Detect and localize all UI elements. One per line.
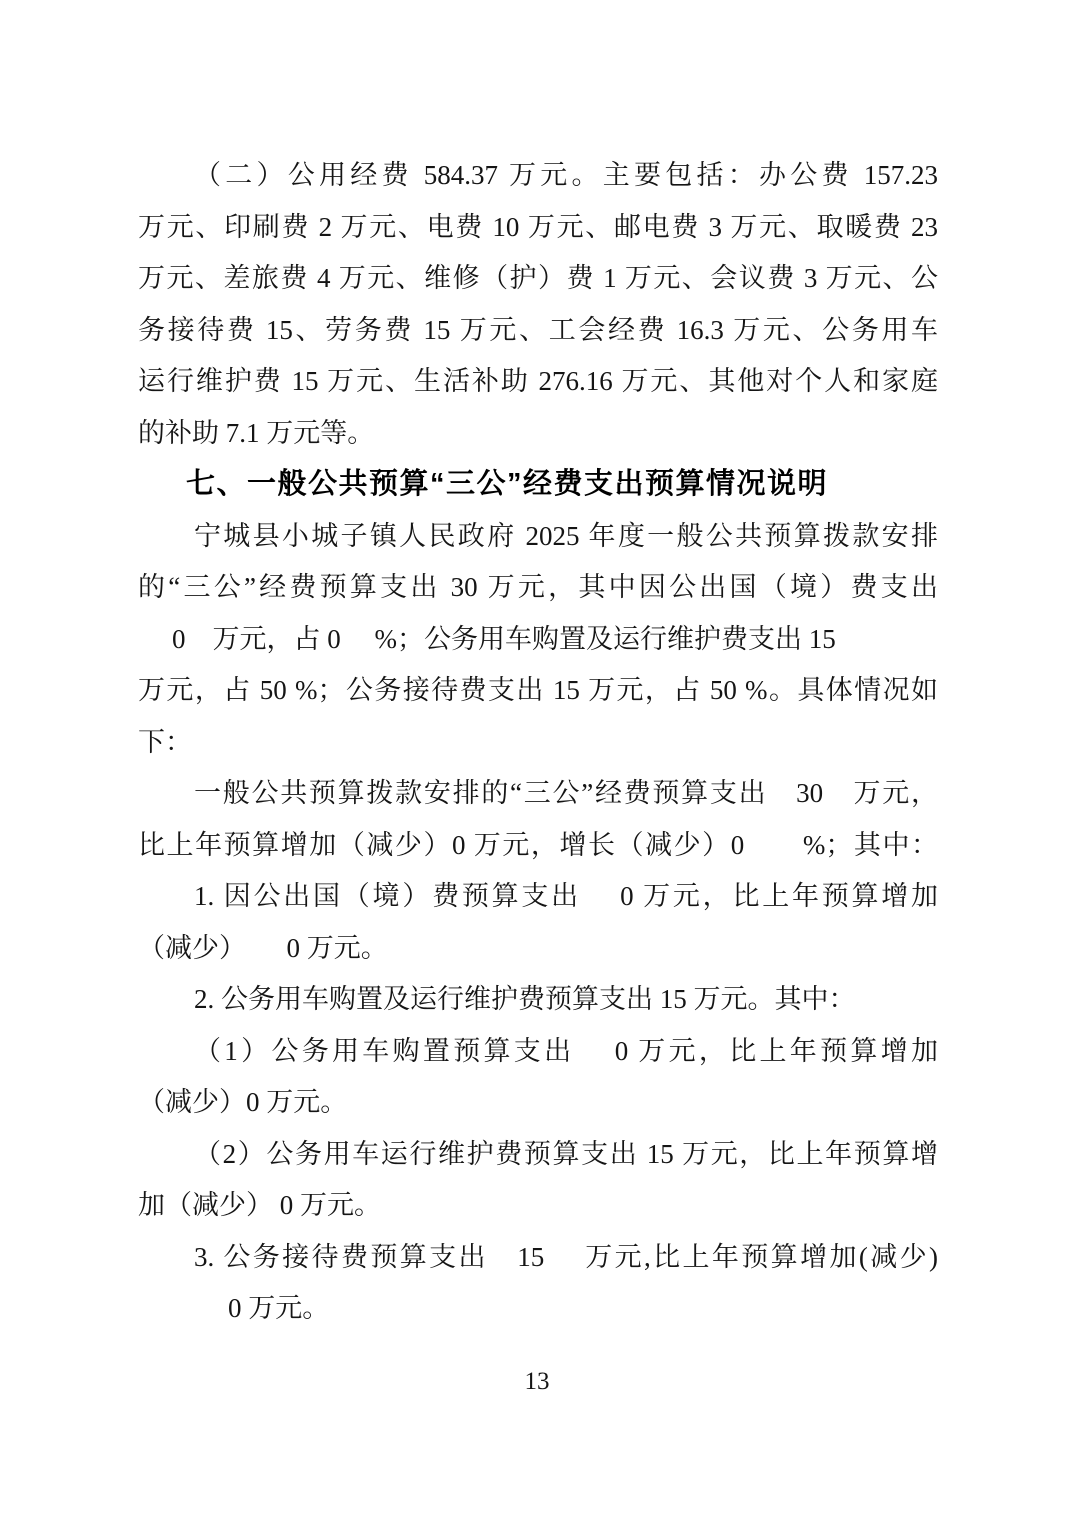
text-line-9: 的“三公”经费预算支出 30 万元，其中因公出国（境）费支出 bbox=[138, 572, 938, 602]
text-line-23: 0 万元。 bbox=[228, 1293, 330, 1323]
text-line-10: 0 万元，占 0 %；公务用车购置及运行维护费支出 15 bbox=[172, 623, 836, 654]
text-line-3: 万元、差旅费 4 万元、维修（护）费 1 万元、会议费 3 万元、公 bbox=[138, 263, 938, 293]
text-line-16: （减少） 0 万元。 bbox=[138, 932, 388, 963]
text-line-1: （二）公用经费 584.37 万元。主要包括：办公费 157.23 bbox=[194, 160, 938, 190]
text-line-17: 2. 公务用车购置及运行维护费预算支出 15 万元。其中： bbox=[194, 984, 856, 1014]
text-line-4: 务接待费 15、劳务费 15 万元、工会经费 16.3 万元、公务用车 bbox=[138, 314, 938, 345]
text-line-13: 一般公共预算拨款安排的“三公”经费预算支出 30 万元， bbox=[194, 778, 938, 808]
text-line-8: 宁城县小城子镇人民政府 2025 年度一般公共预算拨款安排 bbox=[194, 520, 938, 551]
text-line-22: 3. 公务接待费预算支出 15 万元,比上年预算增加(减少) bbox=[194, 1241, 938, 1272]
text-line-2: 万元、印刷费 2 万元、电费 10 万元、邮电费 3 万元、取暖费 23 bbox=[138, 211, 938, 242]
text-line-19: （减少）0 万元。 bbox=[138, 1087, 348, 1117]
document-body bbox=[138, 150, 938, 1335]
text-line-5: 运行维护费 15 万元、生活补助 276.16 万元、其他对个人和家庭 bbox=[138, 366, 938, 396]
text-line-12: 下： bbox=[138, 726, 192, 757]
text-line-14: 比上年预算增加（减少）0 万元，增长（减少）0 %；其中： bbox=[138, 829, 938, 860]
text-line-6: 的补助 7.1 万元等。 bbox=[138, 417, 375, 448]
text-line-18: （1）公务用车购置预算支出 0 万元，比上年预算增加 bbox=[194, 1035, 938, 1066]
section-heading: 七、一般公共预算“三公”经费支出预算情况说明 bbox=[186, 468, 829, 500]
text-line-11: 万元，占 50 %；公务接待费支出 15 万元，占 50 %。具体情况如 bbox=[138, 675, 938, 705]
text-line-20: （2）公务用车运行维护费预算支出 15 万元，比上年预算增 bbox=[194, 1138, 938, 1169]
text-line-21: 加（减少） 0 万元。 bbox=[138, 1190, 381, 1220]
text-line-15: 1. 因公出国（境）费预算支出 0 万元，比上年预算增加 bbox=[194, 881, 938, 911]
page-number: 13 bbox=[524, 1368, 550, 1395]
